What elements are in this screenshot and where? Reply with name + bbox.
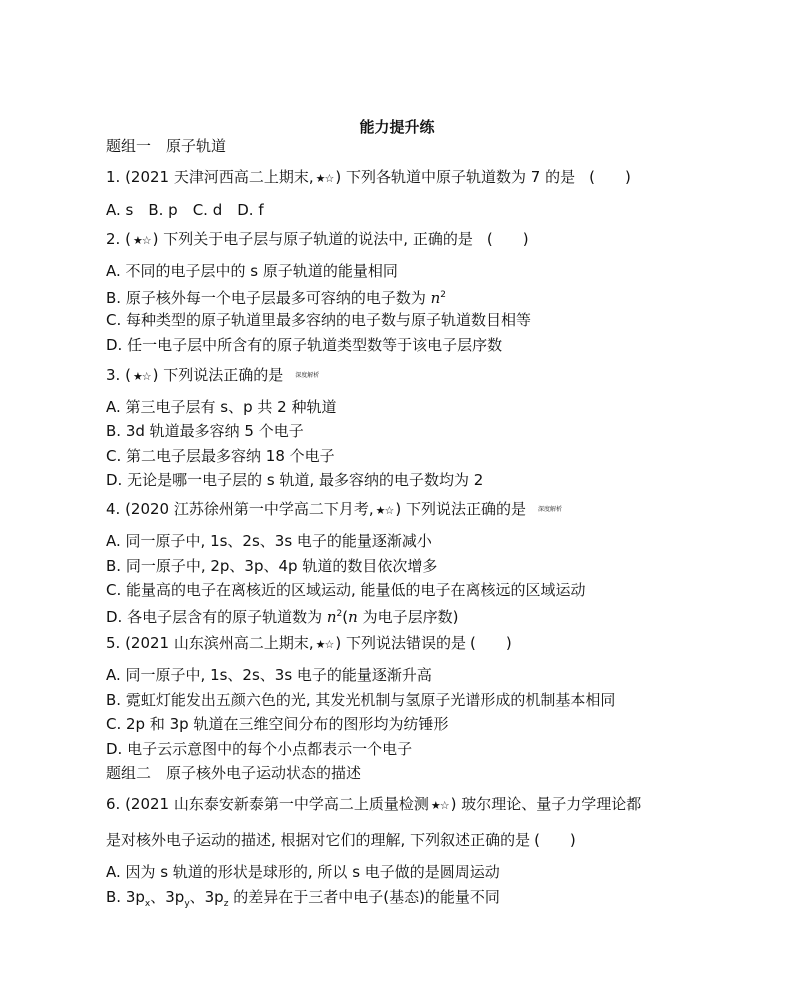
group-heading-1: 题组一 原子轨道: [106, 137, 227, 155]
q4-prefix: 4. (2020 江苏徐州第一中学高二下月考,: [106, 500, 374, 518]
question-5: [106, 633, 512, 655]
q5-option-b: B. 霓虹灯能发出五颜六色的光, 其发光机制与氢原子光谱形成的机制基本相同: [106, 691, 616, 709]
q1-options: A. s B. p C. d D. f: [106, 201, 264, 219]
q6-prefix: 6. (2021 山东泰安新泰第一中学高二上质量检测: [106, 795, 429, 813]
q5-answer-blank: ( ): [470, 634, 512, 652]
q6-option-b-text: B. 3p: [106, 888, 145, 906]
q2-option-a: A. 不同的电子层中的 s 原子轨道的能量相同: [106, 262, 398, 280]
variable-n: n: [430, 289, 441, 307]
q6-option-b-tail: 的差异在于三者中电子(基态)的能量不同: [228, 888, 500, 906]
q2-option-b: [106, 285, 446, 308]
q4-stem: ) 下列说法正确的是: [395, 500, 527, 518]
q4-option-b: B. 同一原子中, 2p、3p、4p 轨道的数目依次增多: [106, 557, 438, 575]
subscript-x: x: [144, 899, 151, 909]
q6-stem-2: 是对核外电子运动的描述, 根据对它们的理解, 下列叙述正确的是: [106, 831, 531, 849]
q6-stem: ) 玻尔理论、量子力学理论都: [450, 795, 642, 813]
q2-option-b-text: B. 原子核外每一个电子层最多可容纳的电子数为: [106, 289, 431, 307]
question-6: [106, 794, 641, 816]
q4-option-d-text: D. 各电子层含有的原子轨道数为: [106, 608, 327, 626]
q3-option-d: D. 无论是哪一电子层的 s 轨道, 最多容纳的电子数均为 2: [106, 471, 484, 489]
q5-option-d: D. 电子云示意图中的每个小点都表示一个电子: [106, 740, 413, 758]
q4-option-c: C. 能量高的电子在离核近的区域运动, 能量低的电子在离核远的区域运动: [106, 581, 586, 599]
q3-option-a: A. 第三电子层有 s、p 共 2 种轨道: [106, 398, 337, 416]
q2-answer-blank: ( ): [486, 230, 529, 248]
group-heading-2: 题组二 原子核外电子运动状态的描述: [106, 764, 362, 782]
question-2: [106, 229, 529, 251]
q1-stem: ) 下列各轨道中原子轨道数为 7 的是: [335, 168, 576, 186]
q3-option-c: C. 第二电子层最多容纳 18 个电子: [106, 447, 335, 465]
difficulty-star-icon: ★☆: [430, 799, 449, 812]
subscript-y: y: [184, 899, 190, 909]
page-title: 能力提升练: [359, 118, 435, 136]
difficulty-star-icon: ★☆: [132, 370, 151, 383]
q6-option-b: [106, 887, 500, 914]
q5-option-c: C. 2p 和 3p 轨道在三维空间分布的图形均为纺锤形: [106, 715, 449, 733]
exponent: 2: [440, 290, 447, 300]
q2-prefix: 2. (: [106, 230, 131, 248]
subscript-z: z: [223, 899, 229, 909]
q3-analysis-tag: 深度解析: [295, 371, 320, 379]
exponent: 2: [336, 609, 343, 619]
question-6-line-2: [106, 830, 576, 850]
q2-stem: ) 下列关于电子层与原子轨道的说法中, 正确的是: [152, 230, 473, 248]
difficulty-star-icon: ★☆: [375, 504, 394, 517]
q4-analysis-tag: 深度解析: [538, 505, 563, 513]
question-1: [106, 167, 631, 189]
question-4: [106, 499, 562, 521]
difficulty-star-icon: ★☆: [315, 638, 334, 651]
q4-option-a: A. 同一原子中, 1s、2s、3s 电子的能量逐渐减小: [106, 532, 432, 550]
q2-option-d: D. 任一电子层中所含有的原子轨道类型数等于该电子层序数: [106, 336, 503, 354]
difficulty-star-icon: ★☆: [132, 234, 151, 247]
q1-prefix: 1. (2021 天津河西高二上期末,: [106, 168, 314, 186]
q3-option-b: B. 3d 轨道最多容纳 5 个电子: [106, 422, 304, 440]
separator: 、3p: [150, 888, 185, 906]
q6-answer-blank: ( ): [534, 831, 576, 849]
paren-open: (: [342, 608, 349, 626]
question-3: [106, 365, 319, 387]
q5-option-a: A. 同一原子中, 1s、2s、3s 电子的能量逐渐升高: [106, 666, 432, 684]
difficulty-star-icon: ★☆: [315, 172, 334, 185]
q4-option-d: [106, 604, 458, 627]
q3-prefix: 3. (: [106, 366, 131, 384]
separator: 、3p: [189, 888, 224, 906]
q1-answer-blank: ( ): [589, 168, 631, 186]
q4-option-d-tail: 为电子层序数): [357, 608, 459, 626]
q3-stem: ) 下列说法正确的是: [152, 366, 284, 384]
variable-n: n: [326, 608, 337, 626]
q6-option-a: A. 因为 s 轨道的形状是球形的, 所以 s 电子做的是圆周运动: [106, 863, 500, 881]
q5-prefix: 5. (2021 山东滨州高二上期末,: [106, 634, 314, 652]
q5-stem: ) 下列说法错误的是: [335, 634, 467, 652]
variable-n: n: [348, 608, 358, 626]
q2-option-c: C. 每种类型的原子轨道里最多容纳的电子数与原子轨道数目相等: [106, 311, 532, 329]
